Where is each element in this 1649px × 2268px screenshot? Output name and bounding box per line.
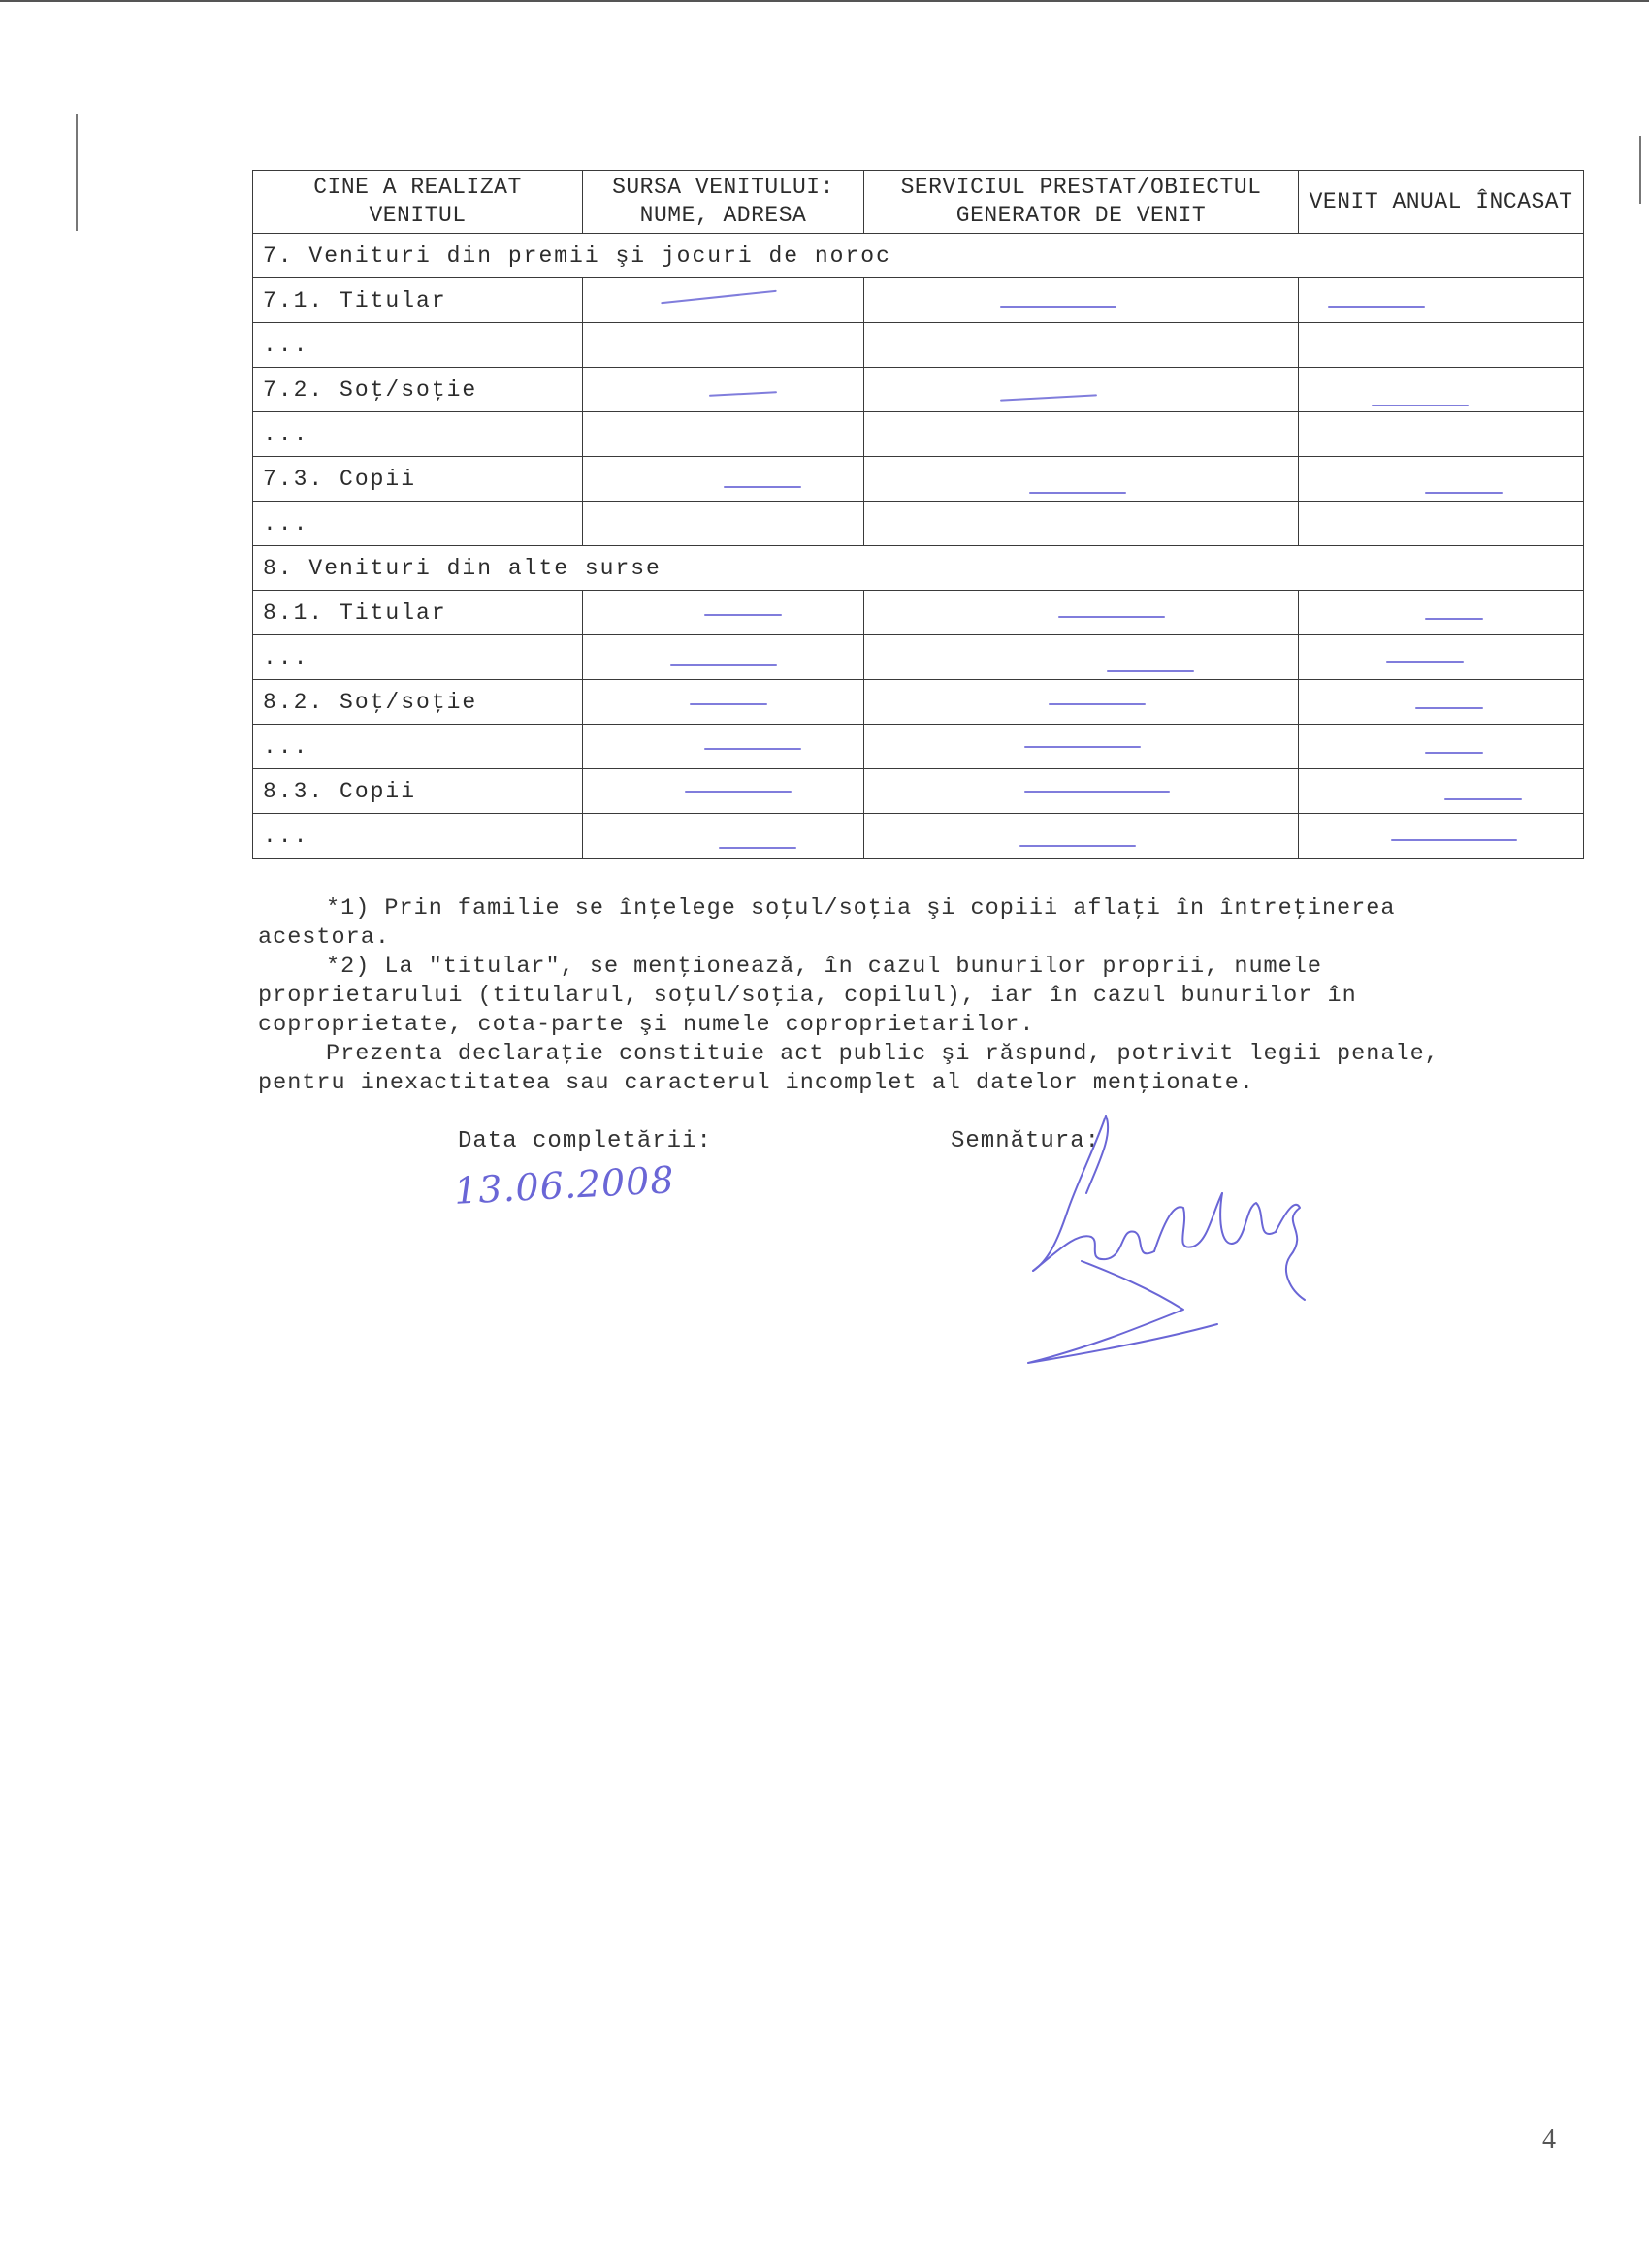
legal-statement: Prezenta declaraţie constituie act public şi răspund, potrivit legii penale, pentru inexactitatea sau caracterul incomplet al datelor menţionate. xyxy=(258,1041,1439,1096)
empty-cell xyxy=(583,814,864,859)
pen-dash xyxy=(1372,405,1469,406)
section-8-title: 8. Venituri din alte surse xyxy=(253,546,1584,591)
section-7-title: 7. Venituri din premii şi jocuri de noroc xyxy=(253,234,1584,278)
empty-cell xyxy=(1299,368,1584,412)
row-label: 8.2. Soţ/soţie xyxy=(253,680,583,725)
table-row xyxy=(253,323,1584,368)
pen-dash xyxy=(1024,791,1170,793)
empty-cell xyxy=(1299,635,1584,680)
pen-dash xyxy=(704,748,801,750)
empty-cell xyxy=(1299,680,1584,725)
empty-cell xyxy=(583,502,864,546)
section-row xyxy=(253,546,1584,591)
row-label: 7.2. Soţ/soţie xyxy=(253,368,583,412)
empty-cell xyxy=(583,725,864,769)
table-row xyxy=(253,412,1584,457)
pen-dash xyxy=(709,391,777,397)
row-label: 8.3. Copii xyxy=(253,769,583,814)
scan-top-edge xyxy=(0,0,1649,2)
header-venit: VENIT ANUAL ÎNCASAT xyxy=(1299,171,1584,234)
empty-cell xyxy=(864,457,1299,502)
empty-cell xyxy=(864,323,1299,368)
page-number: 4 xyxy=(1542,2124,1556,2155)
footnote-2: *2) La "titular", se menţionează, în cazul bunurilor proprii, numele proprietarului (titularul, soţul/soţia, copilul), iar în cazul bunurilor în coproprietate, cota-parte şi numele coproprietarilor. xyxy=(258,954,1357,1038)
empty-cell xyxy=(583,368,864,412)
empty-cell xyxy=(583,457,864,502)
date-value: 13.06.2008 xyxy=(453,1158,676,1213)
scan-margin-mark xyxy=(76,114,78,231)
scan-margin-mark xyxy=(1639,136,1641,204)
pen-dash xyxy=(1019,845,1136,847)
table-row xyxy=(253,635,1584,680)
row-label: 8.1. Titular xyxy=(253,591,583,635)
header-cine: CINE A REALIZAT VENITUL xyxy=(253,171,583,234)
table-row xyxy=(253,680,1584,725)
empty-cell xyxy=(864,725,1299,769)
table-row xyxy=(253,591,1584,635)
pen-dash xyxy=(1000,394,1097,401)
empty-cell xyxy=(864,278,1299,323)
pen-dash xyxy=(670,664,777,666)
pen-dash xyxy=(685,791,792,793)
pen-dash xyxy=(1386,661,1464,663)
handwritten-signature xyxy=(989,1106,1339,1368)
signature-label: Semnătura: xyxy=(951,1128,1101,1154)
row-label: ... xyxy=(253,725,583,769)
table-row xyxy=(253,278,1584,323)
pen-dash xyxy=(1058,616,1165,618)
pen-dash xyxy=(1444,798,1522,800)
pen-dash xyxy=(1107,670,1194,672)
pen-dash xyxy=(1415,707,1483,709)
table-header-row xyxy=(253,171,1584,234)
empty-cell xyxy=(864,680,1299,725)
empty-cell xyxy=(1299,457,1584,502)
section-row xyxy=(253,234,1584,278)
empty-cell xyxy=(1299,769,1584,814)
table-row xyxy=(253,769,1584,814)
pen-dash xyxy=(1029,492,1126,494)
row-label: ... xyxy=(253,412,583,457)
empty-cell xyxy=(583,635,864,680)
empty-cell xyxy=(1299,412,1584,457)
footnotes xyxy=(258,894,1509,1098)
empty-cell xyxy=(1299,814,1584,859)
empty-cell xyxy=(583,680,864,725)
pen-dash xyxy=(661,290,777,305)
pen-dash xyxy=(1425,492,1503,494)
empty-cell xyxy=(1299,278,1584,323)
empty-cell xyxy=(864,769,1299,814)
pen-dash xyxy=(1425,752,1483,754)
row-label: ... xyxy=(253,814,583,859)
empty-cell xyxy=(583,412,864,457)
table-row xyxy=(253,368,1584,412)
pen-dash xyxy=(1049,703,1146,705)
row-label: ... xyxy=(253,502,583,546)
empty-cell xyxy=(1299,591,1584,635)
empty-cell xyxy=(1299,725,1584,769)
row-label: 7.3. Copii xyxy=(253,457,583,502)
empty-cell xyxy=(864,412,1299,457)
table-row xyxy=(253,502,1584,546)
pen-dash xyxy=(1000,306,1116,308)
empty-cell xyxy=(1299,502,1584,546)
empty-cell xyxy=(864,368,1299,412)
table-row xyxy=(253,457,1584,502)
row-label: 7.1. Titular xyxy=(253,278,583,323)
empty-cell xyxy=(864,502,1299,546)
empty-cell xyxy=(1299,323,1584,368)
empty-cell xyxy=(864,814,1299,859)
footnote-1: *1) Prin familie se înţelege soţul/soţia şi copiii aflaţi în întreţinerea acestora. xyxy=(258,895,1396,951)
table-row xyxy=(253,814,1584,859)
pen-dash xyxy=(704,614,782,616)
empty-cell xyxy=(583,278,864,323)
pen-dash xyxy=(1024,746,1141,748)
pen-dash xyxy=(724,486,801,488)
empty-cell xyxy=(864,591,1299,635)
pen-dash xyxy=(1391,839,1517,841)
row-label: ... xyxy=(253,323,583,368)
row-label: ... xyxy=(253,635,583,680)
pen-dash xyxy=(719,847,796,849)
empty-cell xyxy=(583,591,864,635)
empty-cell xyxy=(864,635,1299,680)
pen-dash xyxy=(690,703,767,705)
empty-cell xyxy=(583,323,864,368)
pen-dash xyxy=(1425,618,1483,620)
header-sursa: SURSA VENITULUI: NUME, ADRESA xyxy=(583,171,864,234)
income-table xyxy=(252,170,1584,859)
empty-cell xyxy=(583,769,864,814)
date-label: Data completării: xyxy=(458,1128,712,1154)
pen-dash xyxy=(1328,306,1425,308)
header-serviciul: SERVICIUL PRESTAT/OBIECTUL GENERATOR DE VENIT xyxy=(864,171,1299,234)
table-row xyxy=(253,725,1584,769)
